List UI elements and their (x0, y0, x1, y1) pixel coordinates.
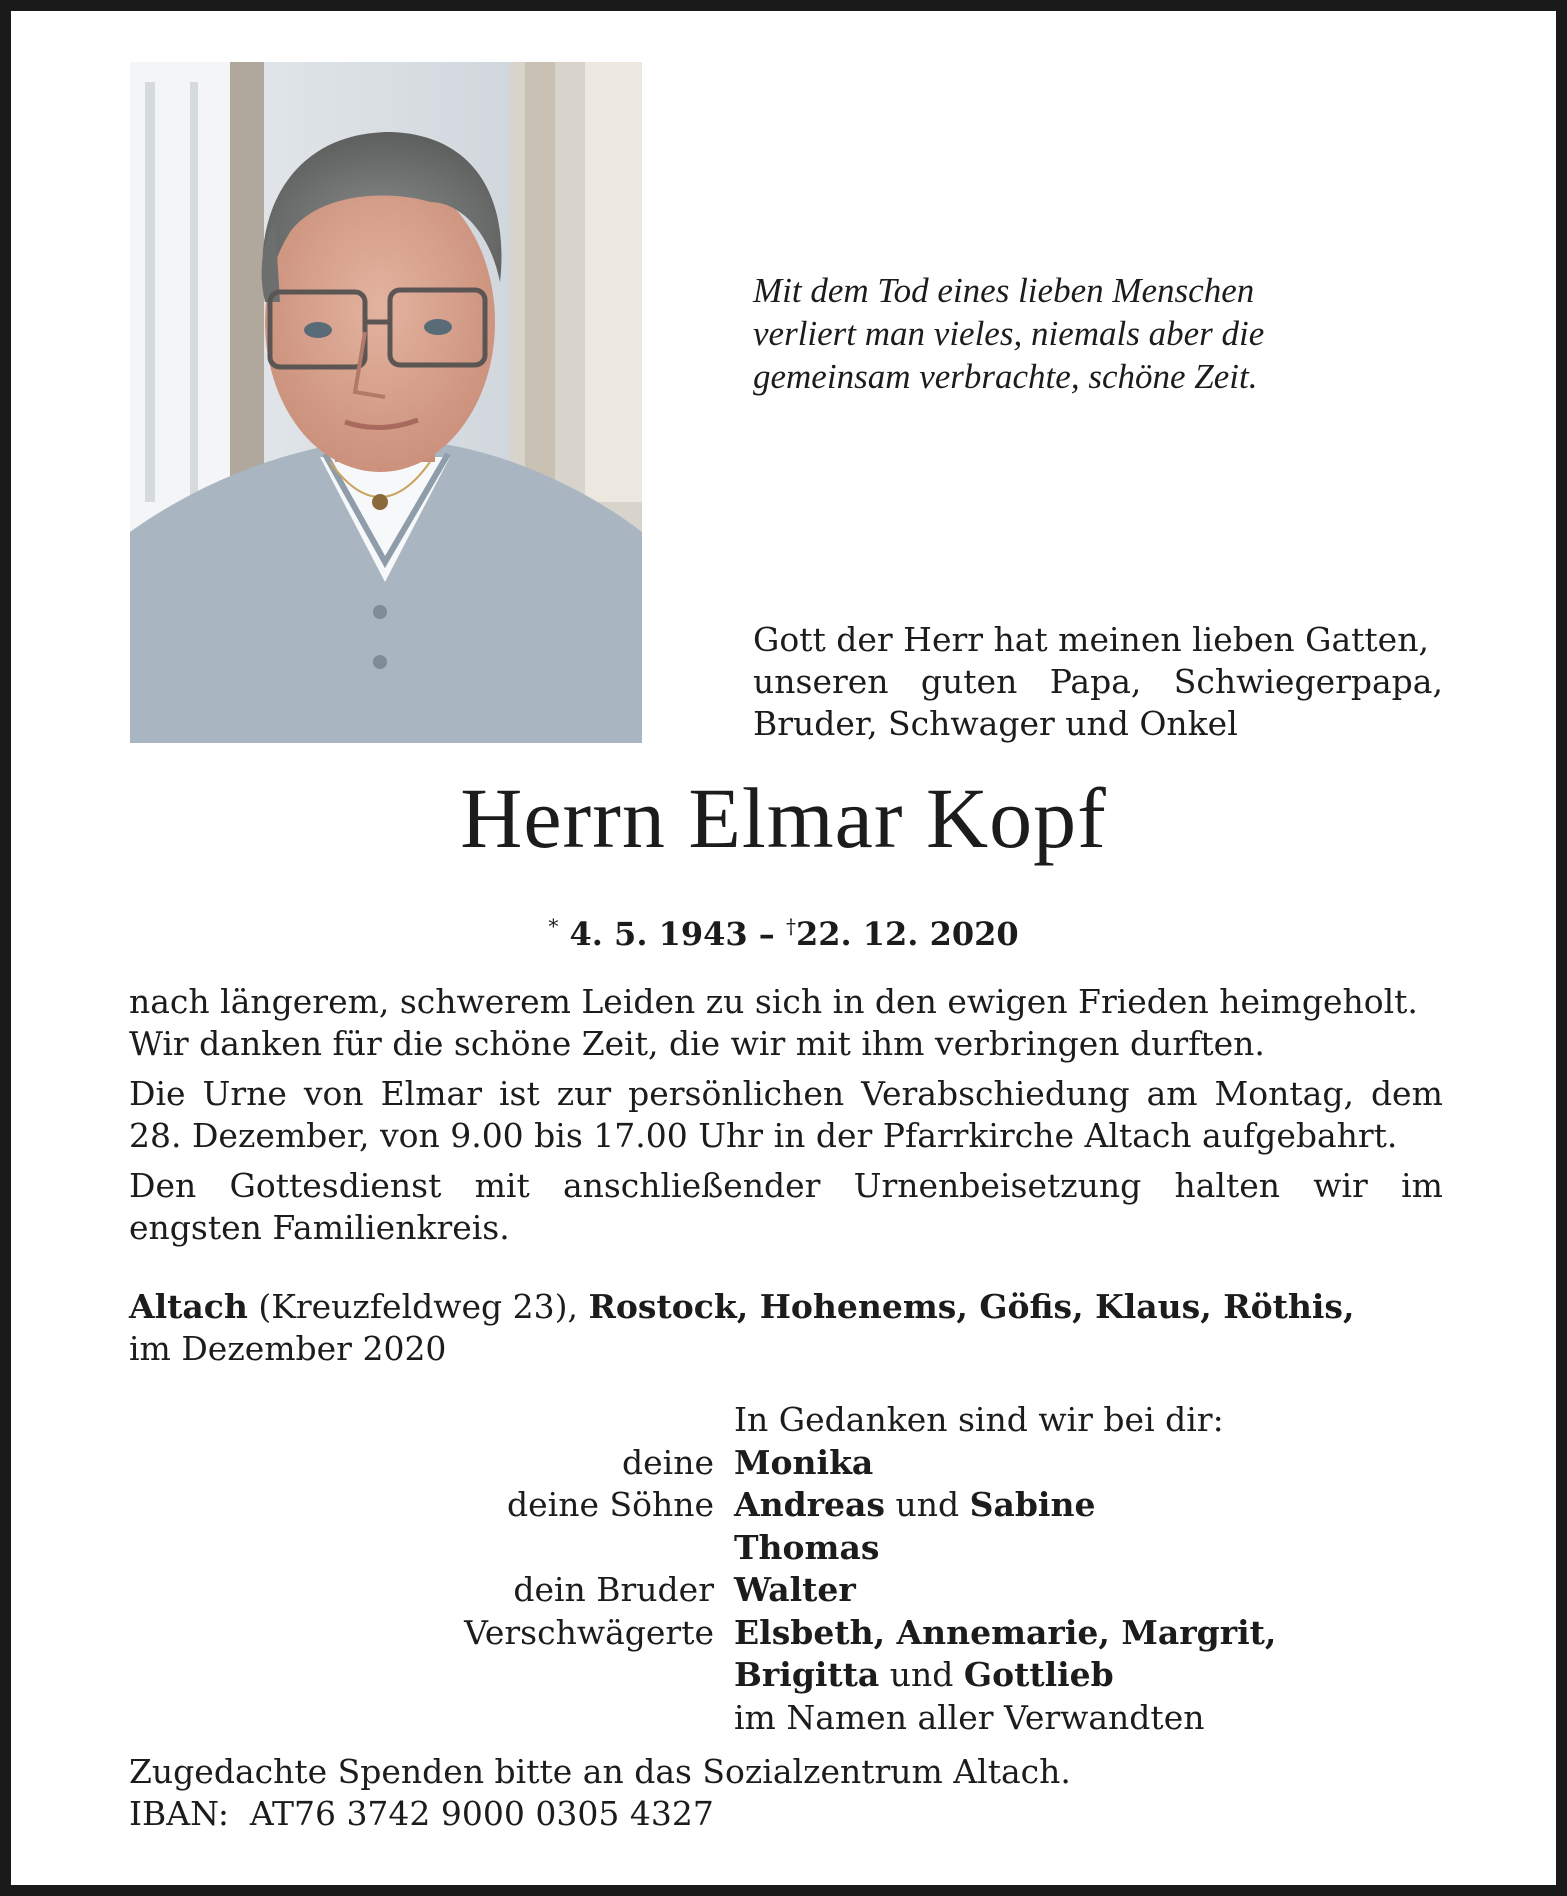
quote-line: gemeinsam verbrachte, schöne Zeit. (753, 357, 1258, 396)
mourner-name: Andreas (734, 1485, 886, 1524)
body-word: zur (556, 1074, 612, 1113)
date-separator: – (758, 915, 775, 953)
portrait-photo (130, 62, 642, 743)
body-word: Urnenbeisetzung (853, 1166, 1142, 1205)
mourner-names (734, 1612, 1276, 1655)
mourner-name: Elsbeth, Annemarie, Margrit, (734, 1612, 1277, 1652)
home-town: Altach (129, 1287, 248, 1326)
body-word: Urne (202, 1074, 287, 1113)
intro-line: Gott der Herr hat meinen lieben Gatten, (753, 620, 1429, 659)
death-date: 22. 12. 2020 (795, 915, 1019, 953)
body-line-justified (129, 1073, 1443, 1115)
announcement-intro (753, 619, 1443, 745)
mourner-row (129, 1484, 1443, 1527)
mourner-relation (129, 1654, 734, 1697)
body-line: 28. Dezember, von 9.00 bis 17.00 Uhr in der Pfarrkirche Altach aufgebahrt. (129, 1116, 1398, 1155)
mourner-names (734, 1697, 1204, 1740)
quote-line: Mit dem Tod eines lieben Menschen (753, 271, 1255, 310)
mourner-row (129, 1527, 1443, 1570)
portrait-image (130, 62, 642, 743)
mourners-heading-row (129, 1399, 1443, 1442)
mourner-name: Sabine (969, 1485, 1096, 1524)
donation-note (129, 1751, 1443, 1835)
mourner-relation: deine (622, 1442, 714, 1482)
date-line: im Dezember 2020 (129, 1329, 447, 1368)
connector-text: und (879, 1655, 964, 1694)
mourner-name: Walter (734, 1570, 856, 1609)
mourner-names (734, 1442, 873, 1485)
mourner-row (129, 1569, 1443, 1612)
body-word: persönlichen (628, 1074, 845, 1113)
intro-line-justified (753, 661, 1443, 703)
announcement-body (129, 981, 1443, 1257)
mourner-relation: deine Söhne (507, 1485, 714, 1524)
memorial-quote (753, 269, 1473, 398)
mourner-name: Gottlieb (963, 1655, 1114, 1694)
other-towns: Rostock, Hohenems, Göfis, Klaus, Röthis, (588, 1287, 1355, 1326)
intro-line: Bruder, Schwager und Onkel (753, 704, 1238, 743)
intro-word: Schwiegerpapa, (1173, 662, 1443, 701)
body-word: Montag, (1214, 1074, 1354, 1113)
mourner-name: Monika (734, 1442, 874, 1482)
places-line (129, 1286, 1443, 1328)
home-address: (Kreuzfeldweg 23), (247, 1287, 589, 1326)
birth-date: 4. 5. 1943 (569, 915, 748, 953)
body-paragraph (129, 1073, 1443, 1157)
mourner-row (129, 1697, 1443, 1740)
body-word: Die (129, 1074, 186, 1113)
mourner-relation: Verschwägerte (464, 1612, 714, 1652)
body-word: dem (1370, 1074, 1443, 1113)
body-word: anschließender (562, 1166, 821, 1205)
mourners-heading: In Gedanken sind wir bei dir: (734, 1400, 1224, 1439)
quote-line: verliert man vieles, niemals aber die (753, 314, 1265, 353)
mourner-relation (129, 1527, 734, 1570)
body-word: Den (129, 1166, 197, 1205)
mourner-rows (129, 1442, 1443, 1740)
birth-symbol: * (548, 914, 559, 938)
mourner-name: Thomas (734, 1527, 880, 1567)
connector-text: im Namen aller Verwandten (734, 1697, 1205, 1737)
body-word: Gottesdienst (229, 1166, 442, 1205)
mourner-names (734, 1527, 879, 1570)
relation-spacer (129, 1399, 734, 1442)
body-word: halten (1174, 1166, 1281, 1205)
mourners-list (129, 1399, 1443, 1739)
death-symbol: † (785, 914, 796, 938)
mourner-row (129, 1442, 1443, 1485)
donation-line: Zugedachte Spenden bitte an das Sozialzentrum Altach. (129, 1752, 1071, 1791)
body-word: ist (498, 1074, 540, 1113)
intro-word: Papa, (1049, 662, 1142, 701)
iban-label: IBAN: (129, 1794, 229, 1833)
body-line: engsten Familienkreis. (129, 1208, 510, 1247)
body-word: wir (1313, 1166, 1368, 1205)
body-line: Wir danken für die schöne Zeit, die wir mit ihm verbringen durften. (129, 1024, 1265, 1063)
mourner-names (734, 1654, 1114, 1697)
intro-word: unseren (753, 662, 889, 701)
iban-number: AT76 3742 9000 0305 4327 (249, 1794, 714, 1833)
body-word: im (1401, 1166, 1443, 1205)
body-line: nach längerem, schwerem Leiden zu sich in den ewigen Frieden heimgeholt. (129, 982, 1418, 1021)
mourner-row (129, 1612, 1443, 1655)
body-paragraph (129, 1165, 1443, 1249)
body-line-justified (129, 1165, 1443, 1207)
mourner-row (129, 1654, 1443, 1697)
connector-text: und (885, 1485, 970, 1524)
mourner-names (734, 1484, 1095, 1527)
body-word: mit (474, 1166, 530, 1205)
mourner-name: Brigitta (734, 1655, 880, 1694)
life-dates (11, 906, 1556, 954)
iban-line (129, 1793, 1443, 1835)
body-word: von (303, 1074, 364, 1113)
body-word: Verabschiedung (861, 1074, 1130, 1113)
place-and-date (129, 1286, 1443, 1370)
mourner-names (734, 1569, 856, 1612)
body-paragraph (129, 981, 1443, 1065)
deceased-name: Herrn Elmar Kopf (460, 770, 1107, 866)
mourner-relation: dein Bruder (513, 1570, 714, 1609)
body-word: Elmar (380, 1074, 482, 1113)
mourner-relation (129, 1697, 734, 1740)
intro-word: guten (920, 662, 1018, 701)
body-word: am (1146, 1074, 1198, 1113)
